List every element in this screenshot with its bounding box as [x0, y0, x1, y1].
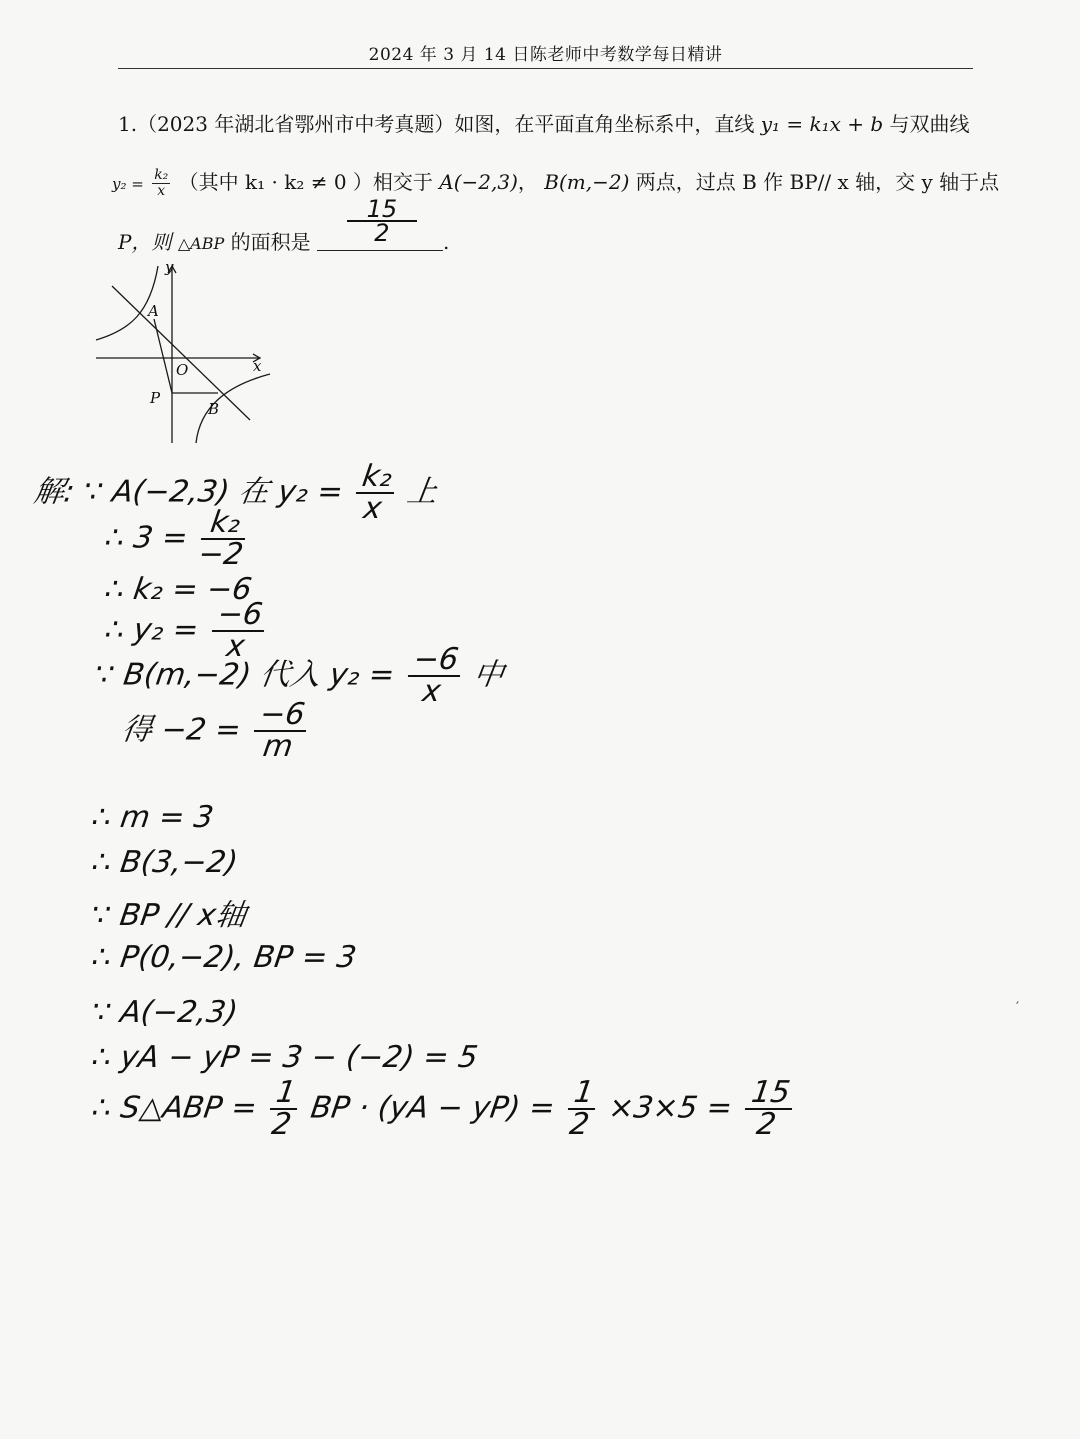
x-axis-label: x [253, 357, 262, 375]
solution-line-6 [118, 697, 315, 764]
page-header: 2024 年 3 月 14 日陈老师中考数学每日精讲 [368, 45, 723, 65]
fraction-denominator: 2 [567, 1107, 592, 1142]
solution-fraction [266, 1075, 302, 1142]
problem-line-2 [112, 166, 999, 199]
fraction-numerator: k₂ [201, 508, 250, 540]
fraction-numerator: 1 [568, 1078, 600, 1110]
answer-blank [317, 195, 443, 251]
fraction-denominator: m [260, 729, 295, 764]
fraction-denominator: x [157, 183, 166, 199]
hyperbola-fraction [152, 168, 170, 199]
fraction-denominator: x [224, 629, 247, 664]
line-equation: y₁ = k₁x + b [760, 112, 884, 136]
segment-ap [154, 319, 172, 393]
fraction-numerator: k₂ [356, 462, 398, 494]
solution-line-3: ∴ k₂ = −6 [102, 572, 254, 607]
solution-text: 中 [471, 657, 507, 693]
problem-text: P，则 [118, 230, 172, 254]
problem-text: 的面积是 [230, 230, 311, 254]
fraction-denominator: 2 [754, 1107, 779, 1142]
fraction-denominator: x [361, 491, 384, 526]
solution-line-12: ∴ yA − yP = 3 − (−2) = 5 [89, 1040, 480, 1075]
stray-mark: ′ [1016, 1000, 1020, 1016]
solution-text: ∵ B(m,−2) 代入 y₂ = [92, 657, 397, 693]
line-y1 [112, 286, 250, 420]
header-rule [118, 68, 973, 69]
point-b-label: B [208, 400, 220, 418]
solution-line-13 [88, 1075, 800, 1142]
solution-line-11: ∵ A(−2,3) [89, 995, 240, 1030]
coordinate-figure [90, 258, 280, 448]
solution-text: ∴ S△ABP = [89, 1090, 260, 1126]
solution-text: 解: ∵ A(−2,3) 在 y₂ = [31, 474, 346, 510]
problem-condition: （其中 k₁ · k₂ ≠ 0 ）相交于 [178, 170, 433, 194]
origin-label: O [176, 361, 189, 379]
fraction-numerator: 1 [270, 1078, 302, 1110]
solution-fraction [196, 505, 250, 572]
separator: ， [517, 170, 538, 194]
triangle-label: △ABP [177, 234, 225, 253]
solution-line-10: ∴ P(0,−2), BP = 3 [89, 940, 359, 975]
point-a: A(−2,3) [439, 170, 518, 194]
hyperbola-lhs: y₂ = [112, 175, 144, 193]
solution-fraction [403, 642, 464, 709]
point-b: B(m,−2) [544, 170, 630, 194]
solution-fraction [250, 697, 311, 764]
solution-line-8: ∴ B(3,−2) [89, 845, 240, 880]
fraction-denominator: 2 [269, 1107, 294, 1142]
fraction-denominator: −2 [196, 537, 246, 572]
y-axis-label: y [165, 258, 174, 276]
solution-fraction [564, 1075, 600, 1142]
solution-text: BP · (yA − yP) = [308, 1090, 558, 1126]
fraction-numerator: −6 [408, 645, 465, 677]
point-p-label: P [150, 389, 161, 407]
solution-fraction [352, 459, 398, 526]
solution-line-7: ∴ m = 3 [89, 800, 216, 835]
solution-text: ×3×5 = [606, 1090, 735, 1126]
problem-text: 1.（2023 年湖北省鄂州市中考真题）如图，在平面直角坐标系中，直线 [118, 112, 755, 136]
point-a-label: A [148, 302, 159, 320]
problem-text: 两点，过点 B 作 BP// x 轴，交 y 轴于点 [635, 170, 1000, 194]
answer-numerator: 15 [347, 198, 417, 222]
solution-text: ∴ 3 = [102, 520, 190, 556]
solution-line-9: ∵ BP // x轴 [89, 898, 249, 933]
solution-line-2 [101, 505, 254, 572]
problem-text: . [442, 230, 450, 254]
answer-denominator: 2 [374, 219, 390, 247]
fraction-denominator: x [420, 674, 443, 709]
fraction-numerator: k₂ [154, 167, 169, 183]
fraction-numerator: 15 [745, 1078, 796, 1110]
handwritten-answer [347, 195, 417, 247]
problem-text: 与双曲线 [889, 112, 970, 136]
solution-text: 得 −2 = [119, 712, 244, 748]
problem-line-1 [118, 108, 970, 137]
solution-fraction [741, 1075, 796, 1142]
solution-text: 上 [404, 474, 440, 510]
fraction-numerator: −6 [254, 700, 311, 732]
fraction-numerator: −6 [211, 600, 268, 632]
problem-line-3 [118, 195, 450, 255]
solution-text: ∴ y₂ = [102, 612, 201, 648]
